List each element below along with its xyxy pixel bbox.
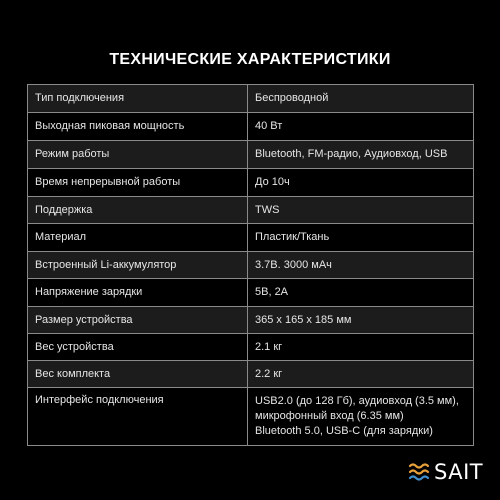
spec-value: 2.2 кг [248, 361, 474, 388]
spec-key: Встроенный Li-аккумулятор [28, 252, 248, 279]
table-row [28, 252, 474, 279]
spec-value-line: микрофонный вход (6.35 мм) [255, 410, 404, 422]
spec-key: Вес устройства [28, 334, 248, 361]
spec-value: Пластик/Ткань [248, 224, 474, 252]
spec-value: 3.7В. 3000 мАч [248, 252, 474, 279]
table-row [28, 307, 474, 334]
spec-value: До 10ч [248, 169, 474, 197]
table-row [28, 388, 474, 446]
table-row [28, 197, 474, 224]
brand-name: SAIT [434, 460, 484, 484]
spec-value-line: Bluetooth 5.0, USB-C (для зарядки) [255, 425, 433, 437]
table-row [28, 279, 474, 307]
page-title: ТЕХНИЧЕСКИЕ ХАРАКТЕРИСТИКИ [109, 51, 391, 68]
spec-key: Режим работы [28, 141, 248, 169]
table-row [28, 85, 474, 113]
specs-table [27, 84, 474, 446]
spec-key: Поддержка [28, 197, 248, 224]
spec-value: 40 Вт [248, 113, 474, 141]
spec-value: TWS [248, 197, 474, 224]
spec-key: Вес комплекта [28, 361, 248, 388]
spec-key: Материал [28, 224, 248, 252]
waves-icon [408, 461, 432, 483]
table-row [28, 224, 474, 252]
spec-value: Bluetooth, FM-радио, Аудиовход, USB [248, 141, 474, 169]
table-row [28, 141, 474, 169]
table-row [28, 334, 474, 361]
spec-value: 365 х 165 х 185 мм [248, 307, 474, 334]
spec-value-line: USB2.0 (до 128 Гб), аудиовход (3.5 мм), [255, 395, 459, 407]
spec-value: Беспроводной [248, 85, 474, 113]
spec-key: Время непрерывной работы [28, 169, 248, 197]
spec-key: Напряжение зарядки [28, 279, 248, 307]
spec-value: 5В, 2А [248, 279, 474, 307]
brand-logo [408, 459, 483, 485]
table-row [28, 113, 474, 141]
spec-key: Интерфейс подключения [28, 388, 248, 446]
table-row [28, 361, 474, 388]
spec-key: Тип подключения [28, 85, 248, 113]
spec-value: 2.1 кг [248, 334, 474, 361]
spec-key: Выходная пиковая мощность [28, 113, 248, 141]
table-row [28, 169, 474, 197]
spec-value [248, 388, 474, 446]
spec-key: Размер устройства [28, 307, 248, 334]
